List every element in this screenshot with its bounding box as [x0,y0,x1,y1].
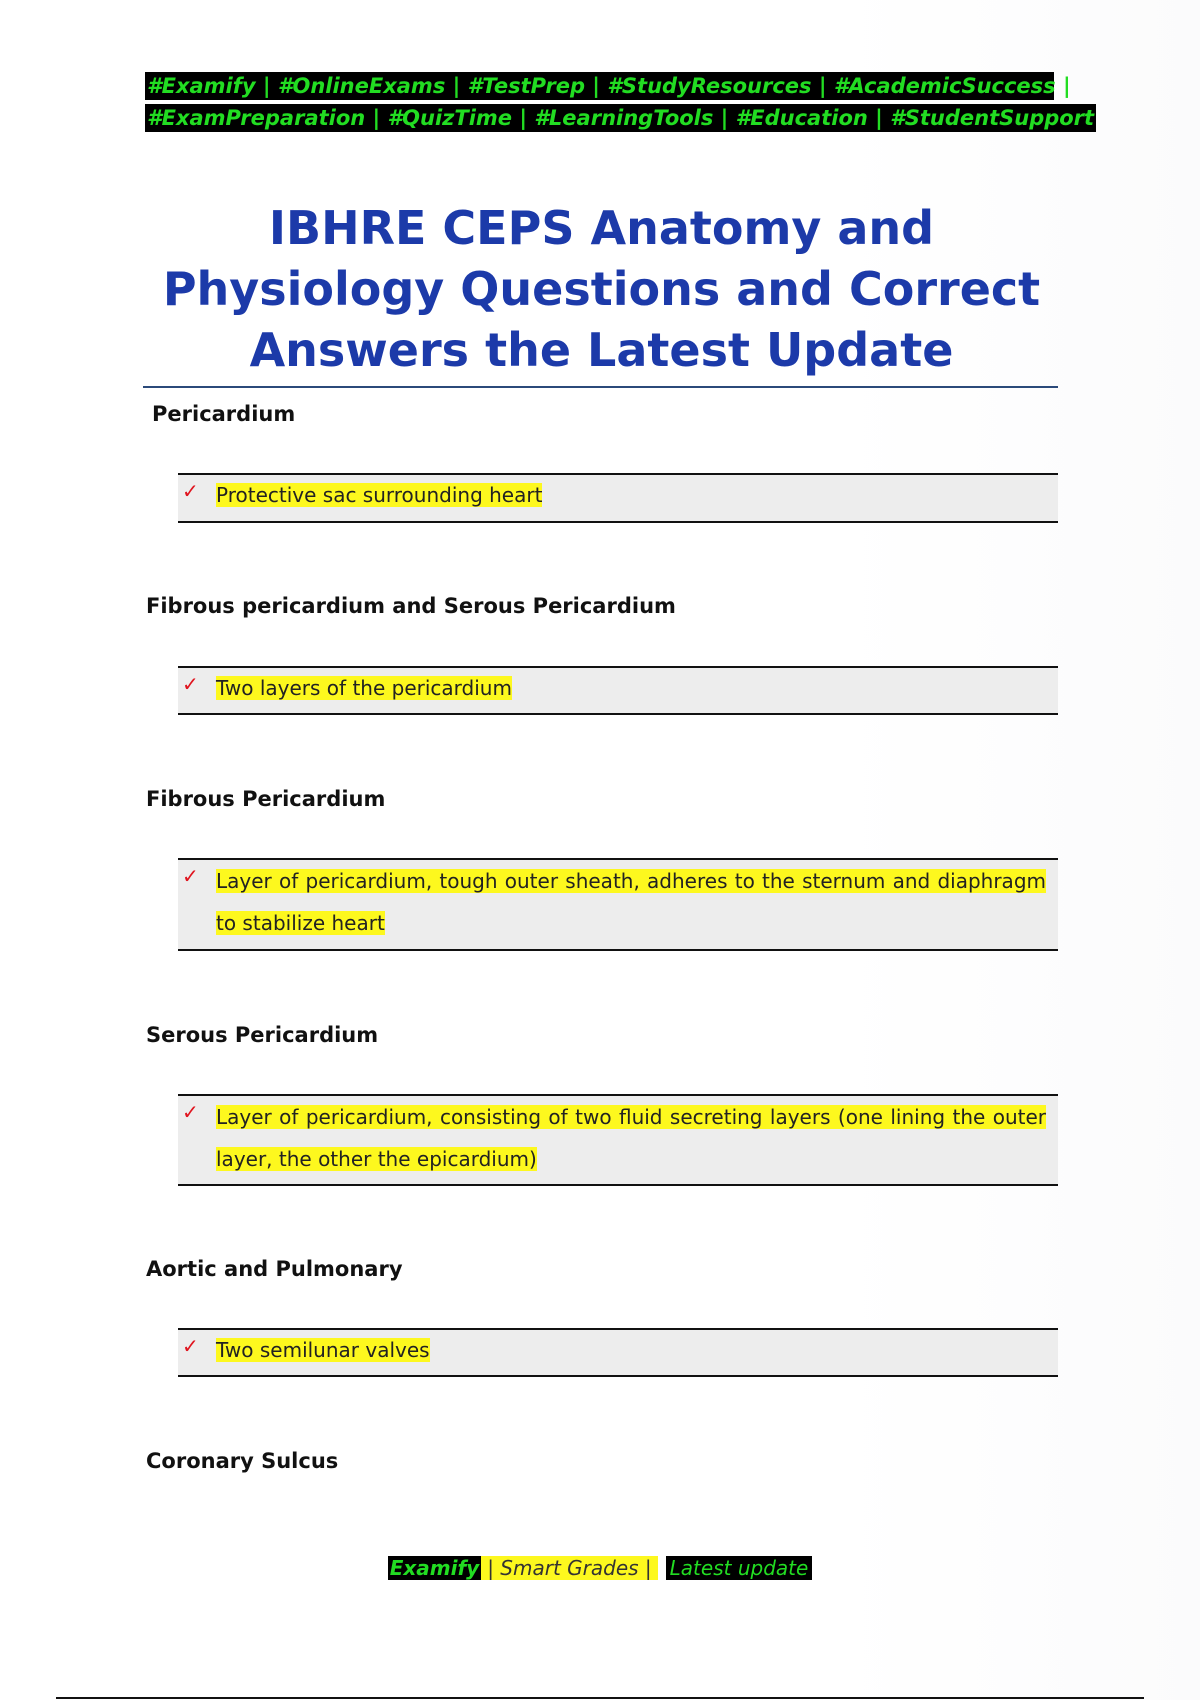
footer-brand: Examify [389,1556,480,1580]
question-heading: Aortic and Pulmonary [146,1257,403,1281]
title-line-1: IBHRE CEPS Anatomy and [268,201,935,255]
answer-box [178,858,1058,951]
footer-smart-grades: | Smart Grades | [481,1556,657,1580]
hashtag-banner-line-1: #Examify | #OnlineExams | #TestPrep | #StudyResources | #AcademicSuccess | [147,74,1071,98]
check-icon: ✓ [182,1100,199,1124]
footer-latest-update: Latest update [666,1556,813,1580]
answer-box [178,666,1058,715]
document-title [145,198,1058,381]
check-icon: ✓ [182,479,199,503]
hashtag-banner-line-2: #ExamPreparation | #QuizTime | #LearningTools | #Education | #StudentSupport [147,106,1095,130]
answer-box [178,1094,1058,1186]
title-line-2: Physiology Questions and Correct [162,262,1041,316]
question-heading: Coronary Sulcus [146,1449,339,1473]
answer-text: Protective sac surrounding heart [216,483,543,507]
answer-text: Layer of pericardium, consisting of two fluid secreting layers (one lining the outer layer, the other the epicardium) [216,1105,1046,1171]
answer-box [178,473,1058,523]
answer-box [178,1328,1058,1377]
answer-text: Layer of pericardium, tough outer sheath, adheres to the sternum and diaphragm to stabilize heart [216,869,1046,935]
page-footer [0,1554,1200,1582]
title-line-3: Answers the Latest Update [249,323,954,377]
answer-text: Two semilunar valves [216,1338,430,1362]
question-heading: Serous Pericardium [146,1023,379,1047]
answer-text: Two layers of the pericardium [216,676,512,700]
check-icon: ✓ [182,672,199,696]
check-icon: ✓ [182,864,199,888]
question-heading: Pericardium [152,402,296,426]
title-divider [143,386,1058,388]
question-heading: Fibrous Pericardium [146,787,386,811]
page-bottom-divider [56,1697,1144,1699]
check-icon: ✓ [182,1334,199,1358]
question-heading: Fibrous pericardium and Serous Pericardium [146,594,676,618]
